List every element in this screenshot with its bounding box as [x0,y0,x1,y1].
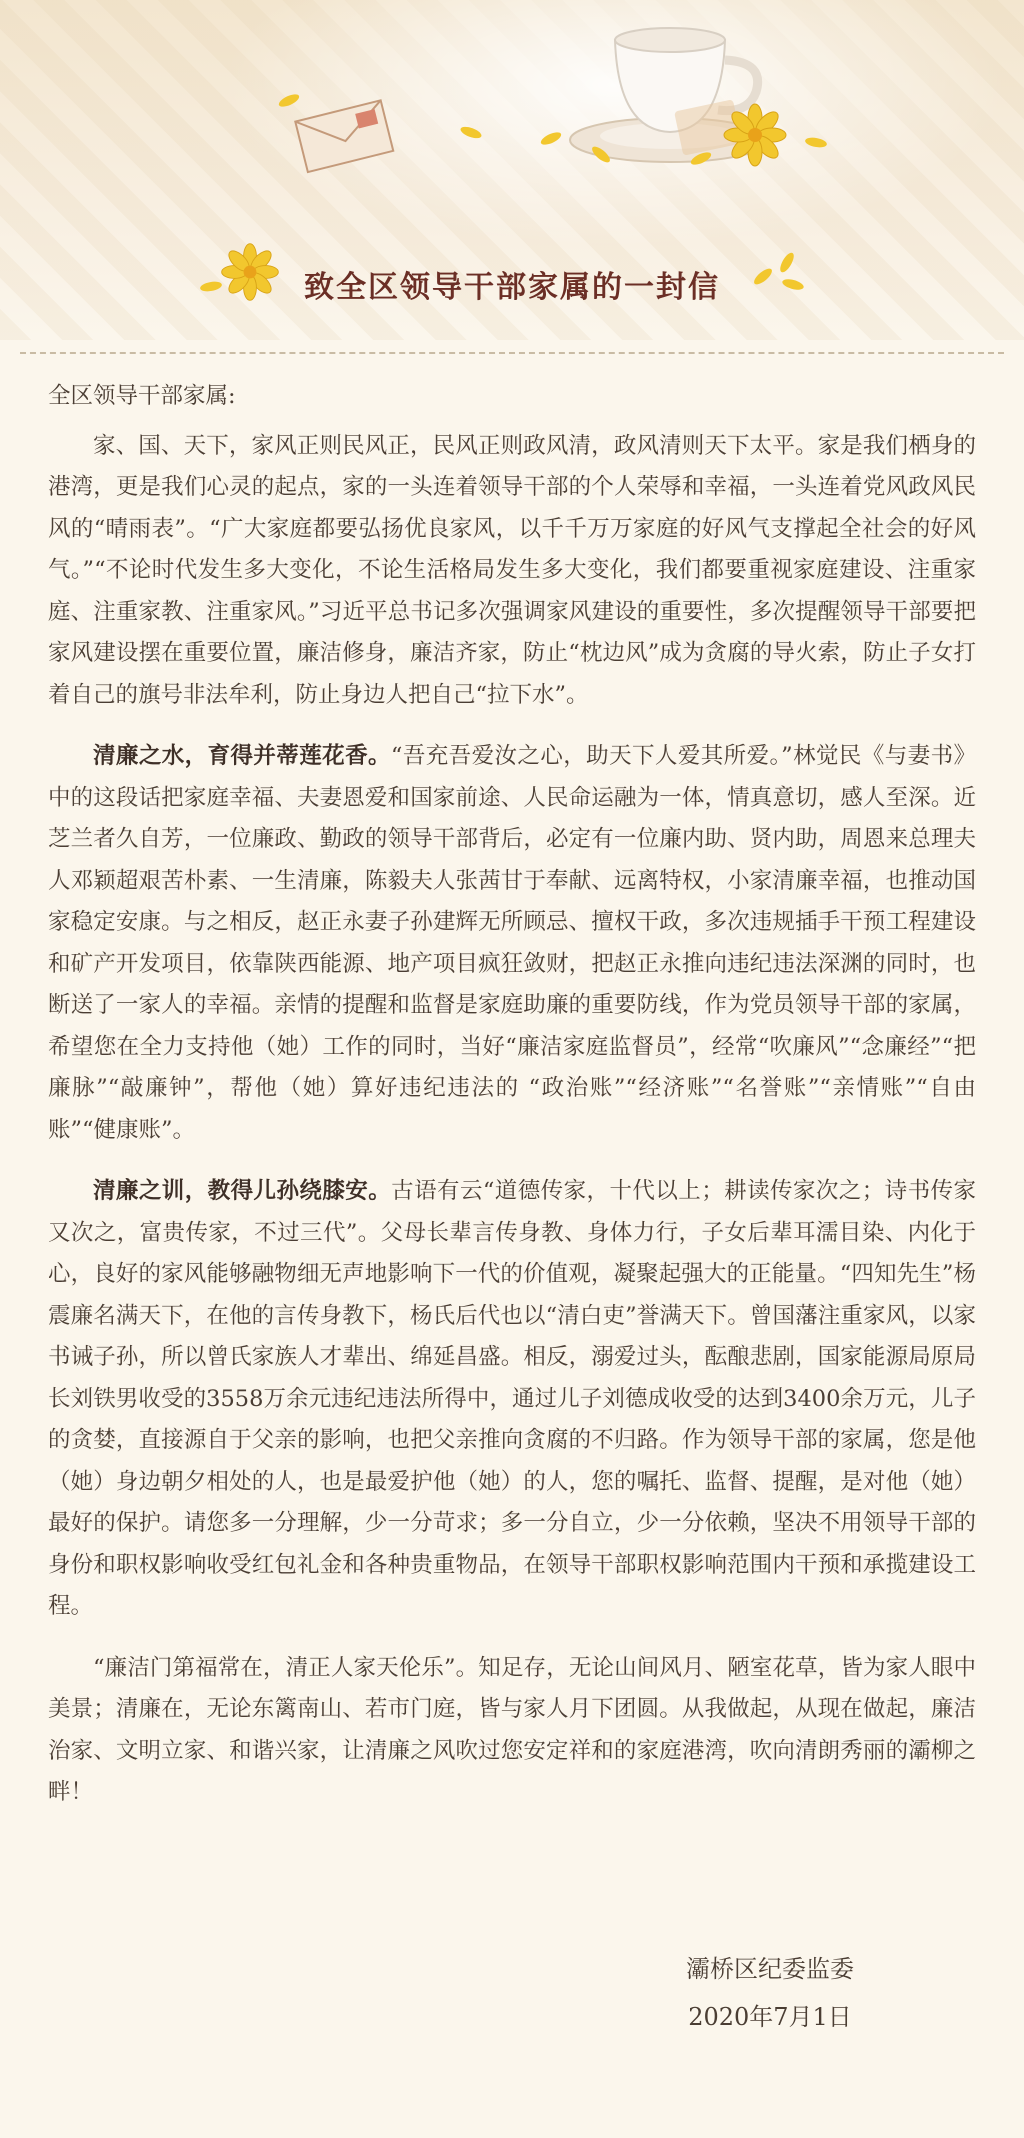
paragraph [48,1171,976,1628]
letter-body [48,376,976,1834]
header-banner [0,0,1024,340]
paragraph [48,426,976,717]
paragraph-text: “吾充吾爱汝之心，助天下人爱其所爱。”林觉民《与妻书》中的这段话把家庭幸福、夫妻恩爱和国家前途、人民命运融为一体，情真意切，感人至深。近芝兰者久自芳，一位廉政、勤政的领导干部背后，必定有一位廉内助、贤内助，周恩来总理夫人邓颖超艰苦朴素、一生清廉，陈毅夫人张茜甘于奉献、远离特权，小家清廉幸福，也推动国家稳定安康。与之相反，赵正永妻子孙建辉无所顾忌、擅权干政，多次违规插手干预工程建设和矿产开发项目，依靠陕西能源、地产项目疯狂敛财，把赵正永推向违纪违法深渊的同时，也断送了一家人的幸福。亲情的提醒和监督是家庭助廉的重要防线，作为党员领导干部的家属，希望您在全力支持他（她）工作的同时，当好“廉洁家庭监督员”，经常“吹廉风”“念廉经”“把廉脉”“敲廉钟”，帮他（她）算好违纪违法的 “政治账”“经济账”“名誉账”“亲情账”“自由账”“健康账”。 [48,743,976,1143]
envelope-illustration [290,95,400,175]
paragraph-lead: 清廉之水，育得并蒂莲花香。 [93,743,391,769]
paragraph [48,736,976,1151]
signature-block [640,1945,900,2041]
letter-title: 致全区领导干部家属的一封信 [304,270,720,305]
paragraph [48,1648,976,1814]
date: 2020年7月1日 [688,2003,852,2031]
petal-decoration [804,136,827,149]
paragraph-text: 家、国、天下，家风正则民风正，民风正则政风清，政风清则天下太平。家是我们栖身的港湾，更是我们心灵的起点，家的一头连着领导干部的个人荣辱和幸福，一头连着党风政风民风的“晴雨表”。“广大家庭都要弘扬优良家风，以千千万万家庭的好风气支撑起全社会的好风气。”“不论时代发生多大变化，不论生活格局发生多大变化，我们都要重视家庭建设、注重家庭、注重家教、注重家风。”习近平总书记多次强调家风建设的重要性，多次提醒领导干部要把家风建设摆在重要位置，廉洁修身，廉洁齐家，防止“枕边风”成为贪腐的导火索，防止子女打着自己的旗号非法牟利，防止身边人把自己“拉下水”。 [48,432,976,708]
paragraph-text: 古语有云“道德传家，十代以上；耕读传家次之；诗书传家又次之，富贵传家，不过三代”。父母长辈言传身教、身体力行，子女后辈耳濡目染、内化于心，良好的家风能够融物细无声地影响下一代的价值观，凝聚起强大的正能量。“四知先生”杨震廉名满天下，在他的言传身教下，杨氏后代也以“清白吏”誉满天下。曾国藩注重家风，以家书诫子孙，所以曾氏家族人才辈出、绵延昌盛。相反，溺爱过头，酝酿悲剧，国家能源局原局长刘铁男收受的3558万余元违纪违法所得中，通过儿子刘德成收受的达到3400余万元，儿子的贪婪，直接源自于父亲的影响，也把父亲推向贪腐的不归路。作为领导干部的家属，您是他（她）身边朝夕相处的人，也是最爱护他（她）的人，您的嘱托、监督、提醒，是对他（她）最好的保护。请您多一分理解，少一分苛求；多一分自立，少一分依赖，坚决不用领导干部的身份和职权影响收受红包礼金和各种贵重物品，在领导干部职权影响范围内干预和承揽建设工程。 [48,1178,976,1619]
dashed-divider [20,352,1004,354]
salutation: 全区领导干部家属: [48,383,236,409]
paragraph-lead: 清廉之训，教得儿孙绕膝安。 [93,1178,392,1204]
paragraph-text: “廉洁门第福常在，清正人家天伦乐”。知足存，无论山间风月、陋室花草，皆为家人眼中美景；清廉在，无论东篱南山、若市门庭，皆与家人月下团圆。从我做起，从现在做起，廉洁治家、文明立家、和谐兴家，让清廉之风吹过您安定祥和的家庭港湾，吹向清朗秀丽的灞柳之畔！ [48,1654,976,1805]
signature: 灞桥区纪委监委 [686,1955,854,1983]
petal-decoration [459,125,483,141]
yellow-flower-icon [720,100,790,170]
